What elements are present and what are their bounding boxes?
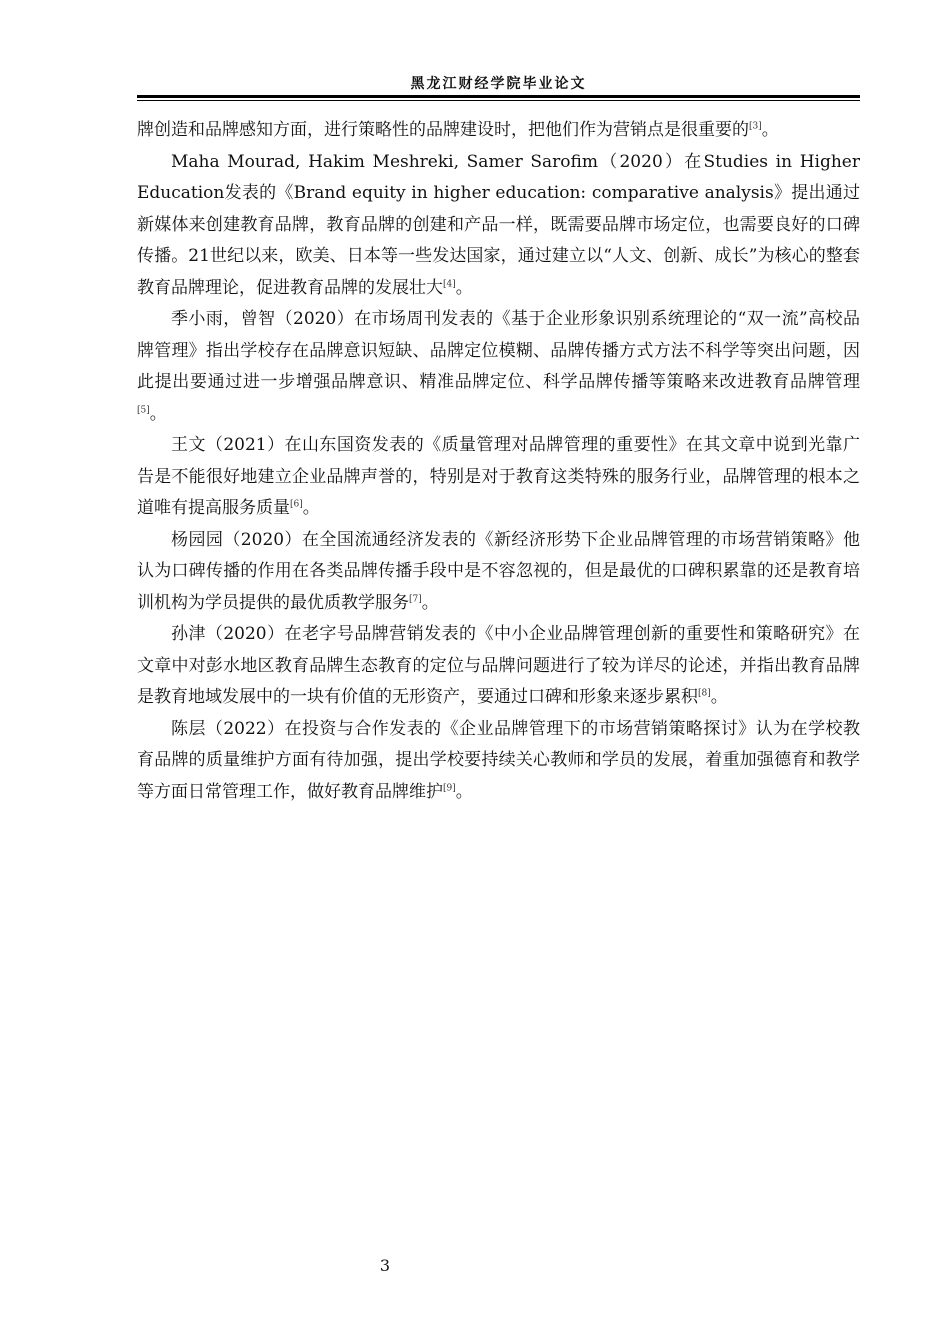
paragraph-text: Maha Mourad, Hakim Meshreki, Samer Sarofim（2020）在Studies in Higher Education发表的《Brand equity in higher education: comparative analysis》提出通过新媒体来创建教育品牌，教育品牌的创建和产品一样，既需要品牌市场定位，也需要良好的口碑传播。21世纪以来，欧美、日本等一些发达国家，通过建立以“人文、创新、成长”为核心的整套教育品牌理论，促进教育品牌的发展壮大: [137, 151, 860, 298]
paragraph-1: [137, 115, 860, 147]
paragraph-text: 季小雨，曾智（2020）在市场周刊发表的《基于企业形象识别系统理论的“双一流”高校品牌管理》指出学校存在品牌意识短缺、品牌定位模糊、品牌传播方式方法不科学等突出问题，因此提出要通过进一步增强品牌意识、精准品牌定位、科学品牌传播等策略来改进教育品牌管理: [137, 309, 860, 392]
paragraph-end: 。: [149, 403, 167, 424]
paragraph-end: 。: [455, 277, 473, 298]
paragraph-end: 。: [710, 687, 728, 707]
paragraph-end: 。: [761, 120, 779, 140]
paragraph-3: [137, 304, 860, 430]
paragraph-end: 。: [455, 781, 473, 802]
paragraph-text: 孙津（2020）在老字号品牌营销发表的《中小企业品牌管理创新的重要性和策略研究》在文章中对彭水地区教育品牌生态教育的定位与品牌问题进行了较为详尽的论述，并指出教育品牌是教育地域发展中的一块有价值的无形资产，要通过口碑和形象来逐步累积: [137, 624, 860, 707]
paragraph-4: [137, 430, 860, 525]
header-rule-thin: [137, 100, 860, 101]
paragraph-text: 王文（2021）在山东国资发表的《质量管理对品牌管理的重要性》在其文章中说到光靠广告是不能很好地建立企业品牌声誉的，特别是对于教育这类特殊的服务行业，品牌管理的根本之道唯有提高服务质量: [137, 435, 860, 518]
paragraph-6: [137, 619, 860, 714]
citation-marker: [4]: [443, 278, 456, 289]
paragraph-text: 牌创造和品牌感知方面，进行策略性的品牌建设时，把他们作为营销点是很重要的: [137, 120, 749, 140]
citation-marker: [5]: [137, 404, 150, 415]
paragraph-end: 。: [302, 498, 320, 518]
citation-marker: [6]: [290, 499, 303, 510]
page-number: 3: [379, 1256, 391, 1275]
paragraph-text: 杨园园（2020）在全国流通经济发表的《新经济形势下企业品牌管理的市场营销策略》他认为口碑传播的作用在各类品牌传播手段中是不容忽视的，但是最优的口碑积累靠的还是教育培训机构为学员提供的最优质教学服务: [137, 529, 860, 613]
citation-marker: [9]: [443, 782, 456, 793]
paragraph-text: 陈层（2022）在投资与合作发表的《企业品牌管理下的市场营销策略探讨》认为在学校教育品牌的质量维护方面有待加强，提出学校要持续关心教师和学员的发展，着重加强德育和教学等方面日常管理工作，做好教育品牌维护: [137, 718, 860, 802]
paragraph-2: [137, 147, 860, 305]
citation-marker: [8]: [698, 688, 711, 699]
citation-marker: [3]: [749, 121, 762, 132]
paragraph-end: 。: [421, 592, 439, 613]
citation-marker: [7]: [409, 593, 422, 604]
paragraph-5: [137, 525, 860, 620]
running-header-title: 黑龙江财经学院毕业论文: [410, 76, 587, 92]
header-rule-thick: [137, 95, 860, 98]
paragraph-7: [137, 714, 860, 809]
body-text: [137, 115, 860, 808]
